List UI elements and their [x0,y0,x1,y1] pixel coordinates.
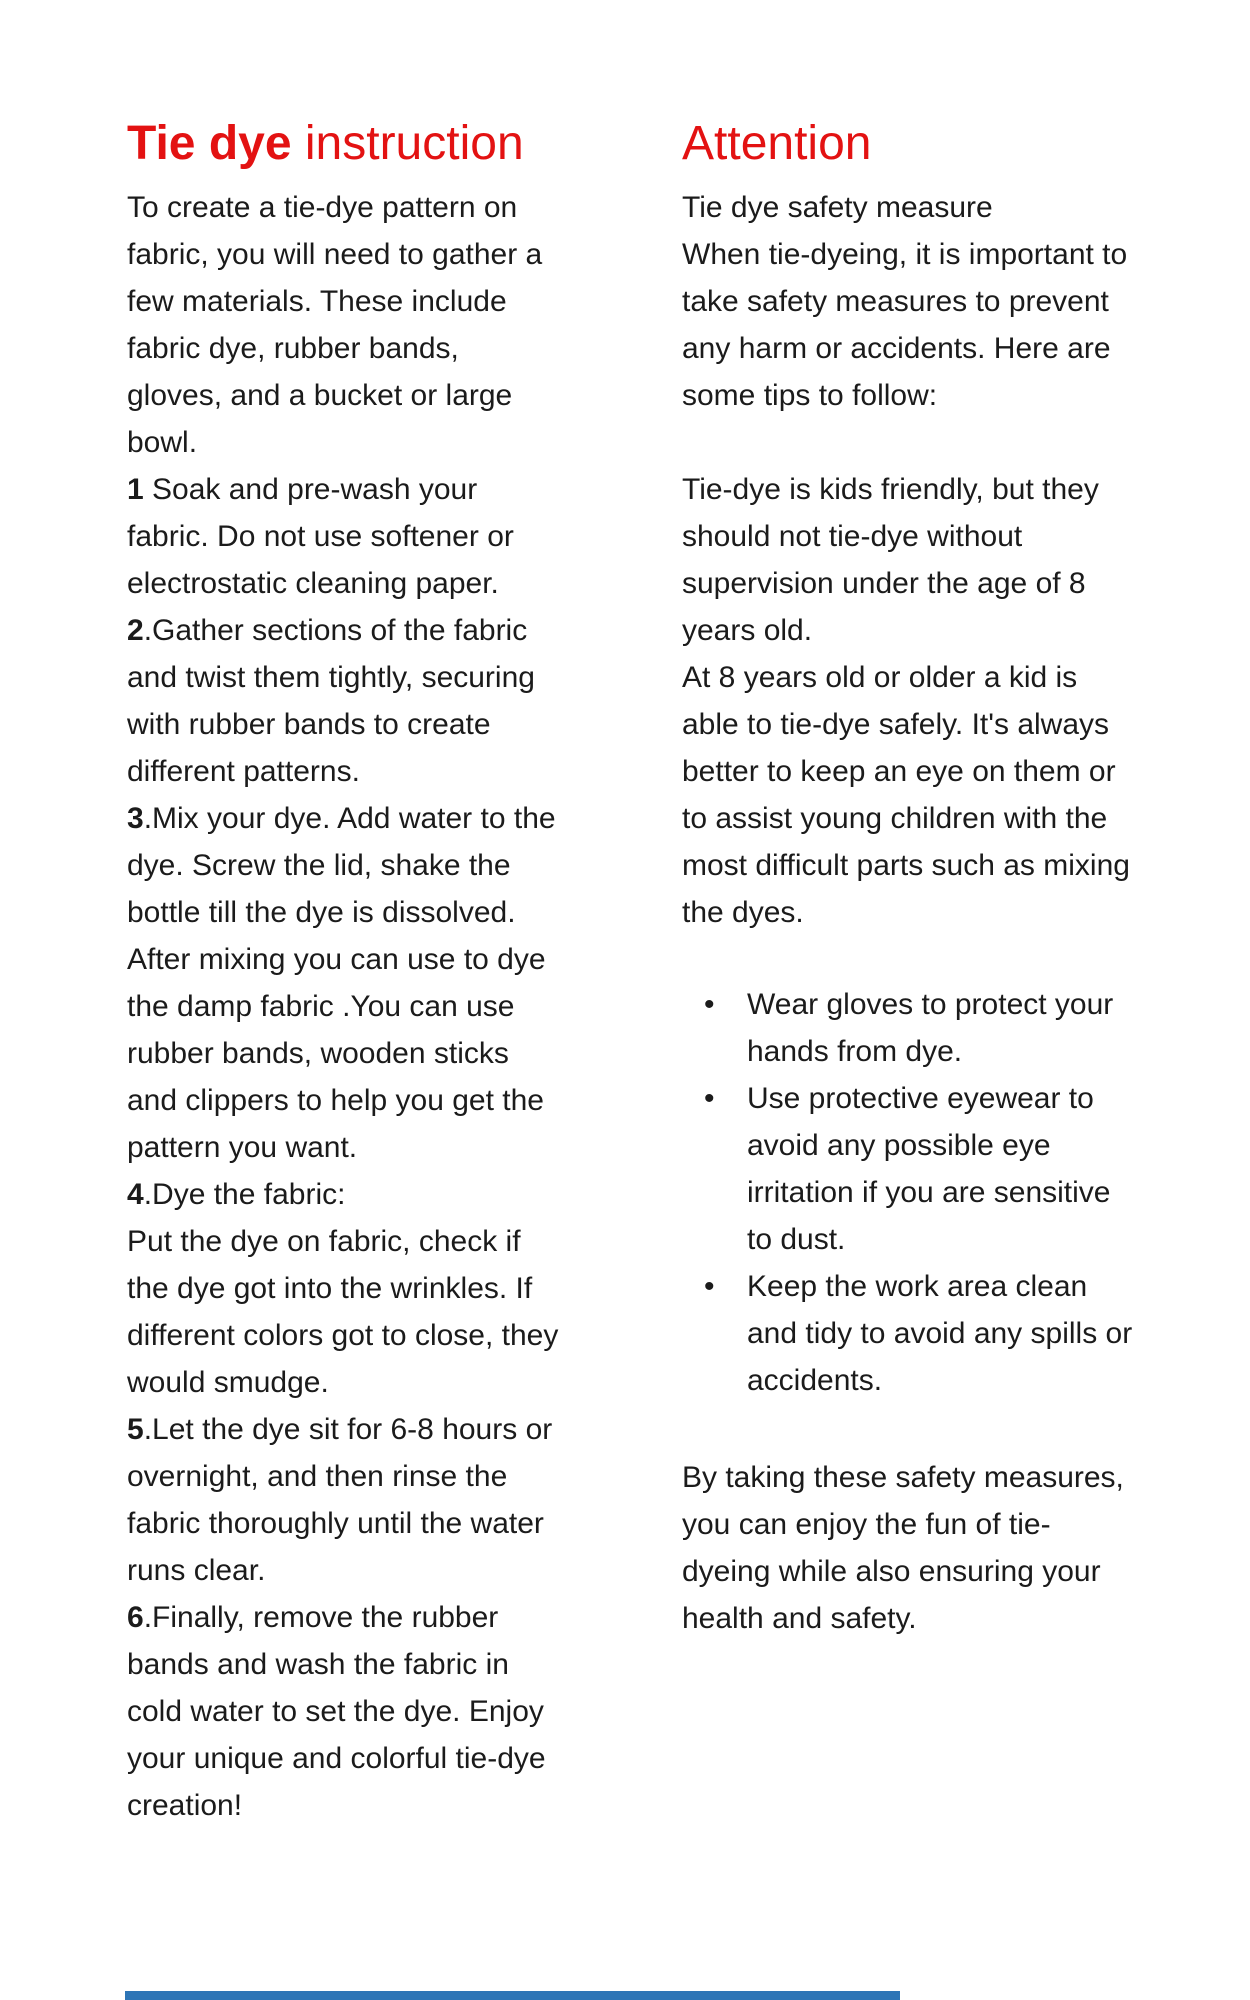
safety-bullet-list [682,981,1138,1404]
step-1-text: Soak and pre-wash your fabric. Do not use softener or electrostatic cleaning paper. [127,473,514,600]
bullet-eyewear: • Use protective eyewear to avoid any possible eye irritation if you are sensitive to dust. [682,1075,1138,1263]
step-3-separator: . [143,802,153,835]
step-3-text: Mix your dye. Add water to the dye. Screw the lid, shake the bottle till the dye is dissolved. After mixing you can use to dye the damp fabric .You can use rubber bands, wooden sticks and clippers to help you get the pattern you want. [127,802,556,1164]
step-5-separator: . [143,1413,153,1446]
kids-paragraph-1: Tie-dye is kids friendly, but they should not tie-dye without supervision under the age of 8 years old. [682,473,1099,647]
kids-paragraph-2: At 8 years old or older a kid is able to tie-dye safely. It's always better to keep an eye on them or to assist young children with the most difficult parts such as mixing the dyes. [682,661,1130,929]
step-2-number: 2 [127,614,144,647]
closing-paragraph: By taking these safety measures, you can enjoy the fun of tie-dyeing while also ensuring your health and safety. [682,1461,1124,1635]
step-1-separator [144,473,152,506]
step-5-number: 5 [127,1413,144,1446]
step-4 [127,1171,559,1218]
step-1-number: 1 [127,473,144,506]
step-4-continuation [127,1218,559,1406]
intro-paragraph: To create a tie-dye pattern on fabric, you will need to gather a few materials. These include fabric dye, rubber bands, gloves, and a bucket or large bowl. [127,191,543,459]
attention-title: Attention [682,117,872,170]
step-4-number: 4 [127,1178,144,1211]
bottom-blue-bar [125,1991,900,2000]
step-5-text: Let the dye sit for 6-8 hours or overnight, and then rinse the fabric thoroughly until the water runs clear. [127,1413,553,1587]
safety-intro-paragraph: When tie-dyeing, it is important to take safety measures to prevent any harm or accidents. Here are some tips to follow: [682,238,1128,412]
step-1 [127,466,559,607]
step-2-separator: . [143,614,153,647]
step-4b-text: Put the dye on fabric, check if the dye got into the wrinkles. If different colors got to close, they would smudge. [127,1225,559,1399]
step-4-text: Dye the fabric: [152,1178,346,1211]
bullet-work-area: • Keep the work area clean and tidy to avoid any spills or accidents. [682,1263,1138,1404]
step-6 [127,1594,559,1829]
step-6-text: Finally, remove the rubber bands and wash the fabric in cold water to set the dye. Enjoy your unique and colorful tie-dye creation! [127,1601,546,1822]
step-6-number: 6 [127,1601,144,1634]
instructions-column [127,116,559,1829]
instructions-title-bold: Tie dye [127,117,292,170]
step-4-separator: . [143,1178,153,1211]
instructions-title [127,116,559,172]
bullet-gloves: • Wear gloves to protect your hands from dye. [682,981,1138,1075]
instructions-title-regular: instruction [291,117,524,170]
step-6-separator: . [143,1601,153,1634]
step-3-number: 3 [127,802,144,835]
step-5 [127,1406,559,1594]
step-2 [127,607,559,795]
step-2-text: Gather sections of the fabric and twist them tightly, securing with rubber bands to create different patterns. [127,614,535,788]
attention-column [682,116,1138,1642]
safety-subtitle: Tie dye safety measure [682,191,993,224]
step-3 [127,795,559,1171]
